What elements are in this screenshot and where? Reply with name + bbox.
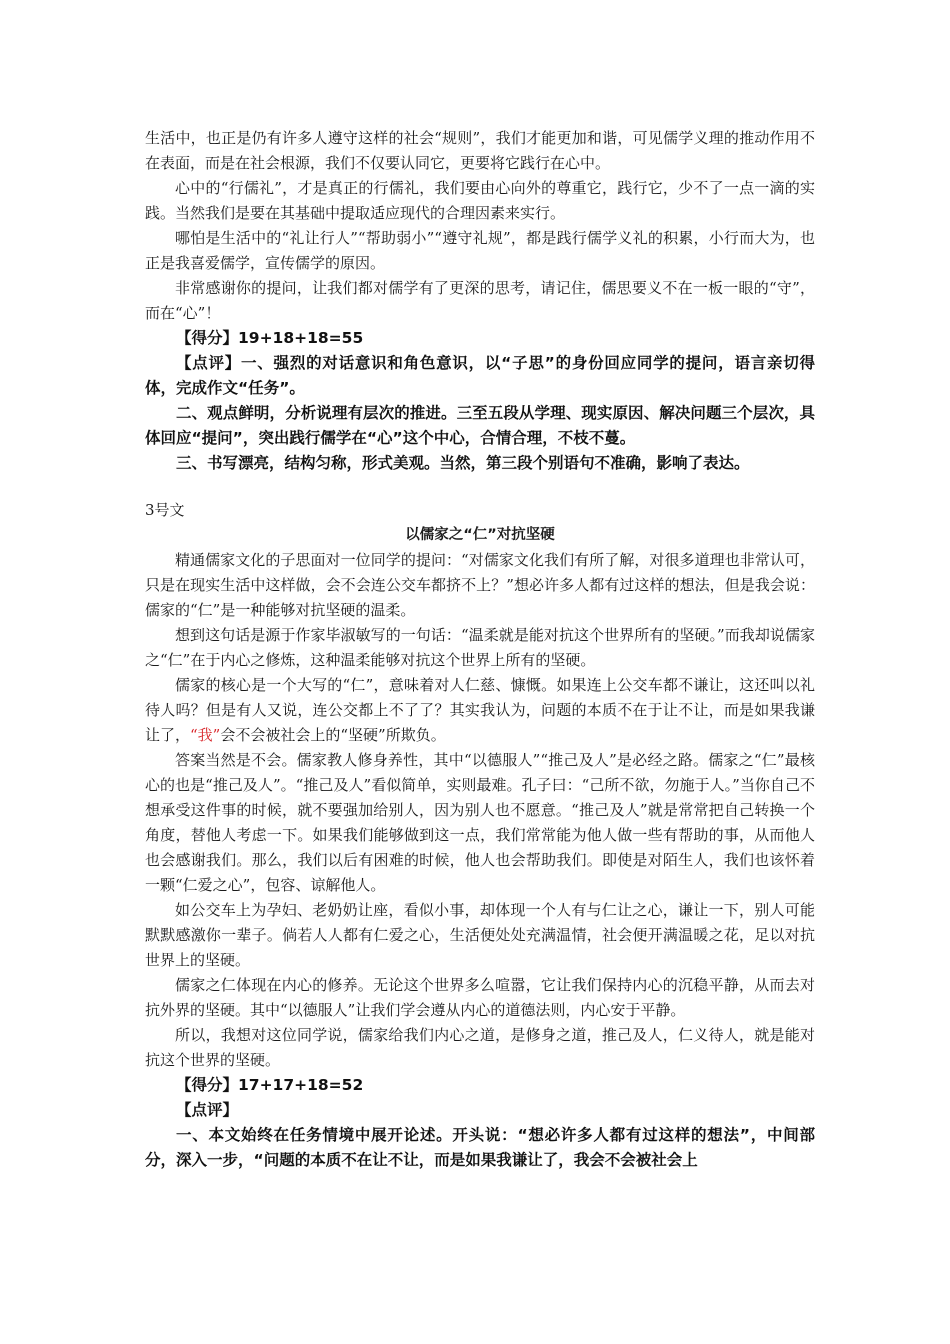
paragraph <box>145 673 815 748</box>
comment-paragraph: 【点评】一、强烈的对话意识和角色意识，以“子思”的身份回应同学的提问，语言亲切得体，完成作文“任务”。 <box>145 354 815 397</box>
paragraph: 心中的“行儒礼”，才是真正的行儒礼，我们要由心向外的尊重它，践行它，少不了一点一滴的实践。当然我们是要在其基础中提取适应现代的合理因素来实行。 <box>145 179 815 222</box>
comment-label: 【点评】 <box>176 1101 239 1119</box>
comment-paragraph: 三、书写漂亮，结构匀称，形式美观。当然，第三段个别语句不准确，影响了表达。 <box>176 454 750 472</box>
paragraph: 生活中，也正是仍有许多人遵守这样的社会“规则”，我们才能更加和谐，可见儒学义理的推动作用不在表面，而是在社会根源，我们不仅要认同它，更要将它践行在心中。 <box>145 129 815 172</box>
comment-paragraph: 二、观点鲜明，分析说理有层次的推进。三至五段从学理、现实原因、解决问题三个层次，具体回应“提问”，突出践行儒学在“心”这个中心，合情合理，不枝不蔓。 <box>145 404 815 447</box>
highlighted-word: “我” <box>190 726 221 744</box>
paragraph-text: 会不会被社会上的“坚硬”所欺负。 <box>220 726 446 744</box>
paragraph: 想到这句话是源于作家毕淑敏写的一句话：“温柔就是能对抗这个世界所有的坚硬。”而我却说儒家之“仁”在于内心之修炼，这种温柔能够对抗这个世界上所有的坚硬。 <box>145 626 815 669</box>
score-line: 【得分】19+18+18=55 <box>176 329 364 347</box>
paragraph-text: 儒家的核心是一个大写的“仁”，意味着对人仁慈、慷慨。如果连上公交车都不谦让，这还叫以礼待人吗？但是有人又说，连公交都上不了了？其实我认为，问题的本质不在于让不让，而是如果我谦让了， <box>145 676 815 744</box>
essay-label: 3号文 <box>145 501 185 519</box>
essay-title: 以儒家之“仁”对抗坚硬 <box>405 527 555 543</box>
document-page <box>145 126 815 1173</box>
paragraph: 精通儒家文化的子思面对一位同学的提问：“对儒家文化我们有所了解，对很多道理也非常认可，只是在现实生活中这样做，会不会连公交车都挤不上？”想必许多人都有过这样的想法，但是我会说：儒家的“仁”是一种能够对抗坚硬的温柔。 <box>145 551 815 619</box>
paragraph: 儒家之仁体现在内心的修养。无论这个世界多么喧嚣，它让我们保持内心的沉稳平静，从而去对抗外界的坚硬。其中“以德服人”让我们学会遵从内心的道德法则，内心安于平静。 <box>145 976 815 1019</box>
paragraph: 所以，我想对这位同学说，儒家给我们内心之道，是修身之道，推己及人，仁义待人，就是能对抗这个世界的坚硬。 <box>145 1026 815 1069</box>
paragraph: 哪怕是生活中的“礼让行人”“帮助弱小”“遵守礼规”，都是践行儒学义礼的积累，小行而大为，也正是我喜爱儒学，宣传儒学的原因。 <box>145 229 815 272</box>
score-line: 【得分】17+17+18=52 <box>176 1076 364 1094</box>
paragraph: 答案当然是不会。儒家教人修身养性，其中“以德服人”“推己及人”是必经之路。儒家之“仁”最核心的也是“推己及人”。“推己及人”看似简单，实则最难。孔子曰：“己所不欲，勿施于人。”当你自己不想承受这件事的时候，就不要强加给别人，因为别人也不愿意。“推己及人”就是常常把自己转换一个角度，替他人考虑一下。如果我们能够做到这一点，我们常常能为他人做一些有帮助的事，从而他人也会感谢我们。那么，我们以后有困难的时候，他人也会帮助我们。即使是对陌生人，我们也该怀着一颗“仁爱之心”，包容、谅解他人。 <box>145 751 815 894</box>
spacer <box>145 476 815 498</box>
paragraph: 如公交车上为孕妇、老奶奶让座，看似小事，却体现一个人有与仁让之心，谦让一下，别人可能默默感激你一辈子。倘若人人都有仁爱之心，生活便处处充满温情，社会便开满温暖之花，足以对抗世界上的坚硬。 <box>145 901 815 969</box>
paragraph: 非常感谢你的提问，让我们都对儒学有了更深的思考，请记住，儒思要义不在一板一眼的“守”，而在“心”！ <box>145 279 815 322</box>
comment-paragraph: 一、本文始终在任务情境中展开论述。开头说：“想必许多人都有过这样的想法”，中间部分，深入一步，“问题的本质不在让不让，而是如果我谦让了，我会不会被社会上 <box>145 1126 815 1169</box>
